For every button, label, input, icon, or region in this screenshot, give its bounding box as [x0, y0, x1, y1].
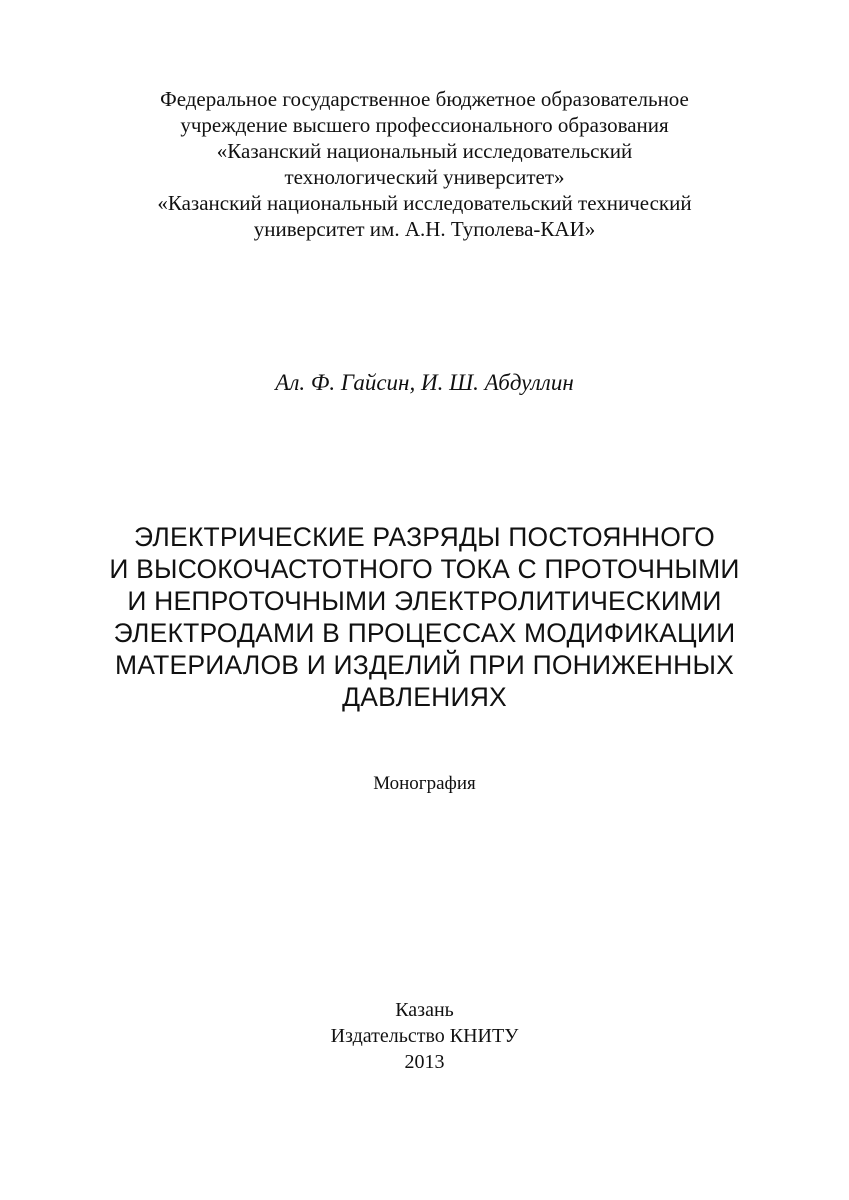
imprint-year: 2013 — [404, 1051, 445, 1073]
imprint-city: Казань — [395, 999, 454, 1021]
book-title-line: И ВЫСОКОЧАСТОТНОГО ТОКА С ПРОТОЧНЫМИ — [109, 554, 740, 584]
book-title-line: МАТЕРИАЛОВ И ИЗДЕЛИЙ ПРИ ПОНИЖЕННЫХ — [114, 650, 735, 680]
book-title — [0, 521, 849, 713]
institution-line: университет им. А.Н. Туполева-КАИ» — [253, 217, 596, 241]
book-title-line: ЭЛЕКТРИЧЕСКИЕ РАЗРЯДЫ ПОСТОЯННОГО — [134, 522, 715, 552]
authors: Ал. Ф. Гайсин, И. Ш. Абдуллин — [275, 370, 574, 395]
book-title-line: ЭЛЕКТРОДАМИ В ПРОЦЕССАХ МОДИФИКАЦИИ — [113, 618, 736, 648]
institution-line: «Казанский национальный исследовательский технический — [157, 191, 692, 215]
institution-line: Федеральное государственное бюджетное образовательное — [160, 87, 689, 111]
institution-line: учреждение высшего профессионального образования — [180, 113, 669, 137]
book-title-line: ДАВЛЕНИЯХ — [342, 682, 507, 712]
book-title-line: И НЕПРОТОЧНЫМИ ЭЛЕКТРОЛИТИЧЕСКИМИ — [127, 586, 722, 616]
imprint — [0, 997, 849, 1075]
genre-label: Монография — [373, 773, 476, 794]
imprint-publisher: Издательство КНИТУ — [330, 1025, 519, 1047]
institution-header — [0, 86, 849, 242]
institution-line: «Казанский национальный исследовательский — [216, 139, 633, 163]
institution-line: технологический университет» — [284, 165, 565, 189]
